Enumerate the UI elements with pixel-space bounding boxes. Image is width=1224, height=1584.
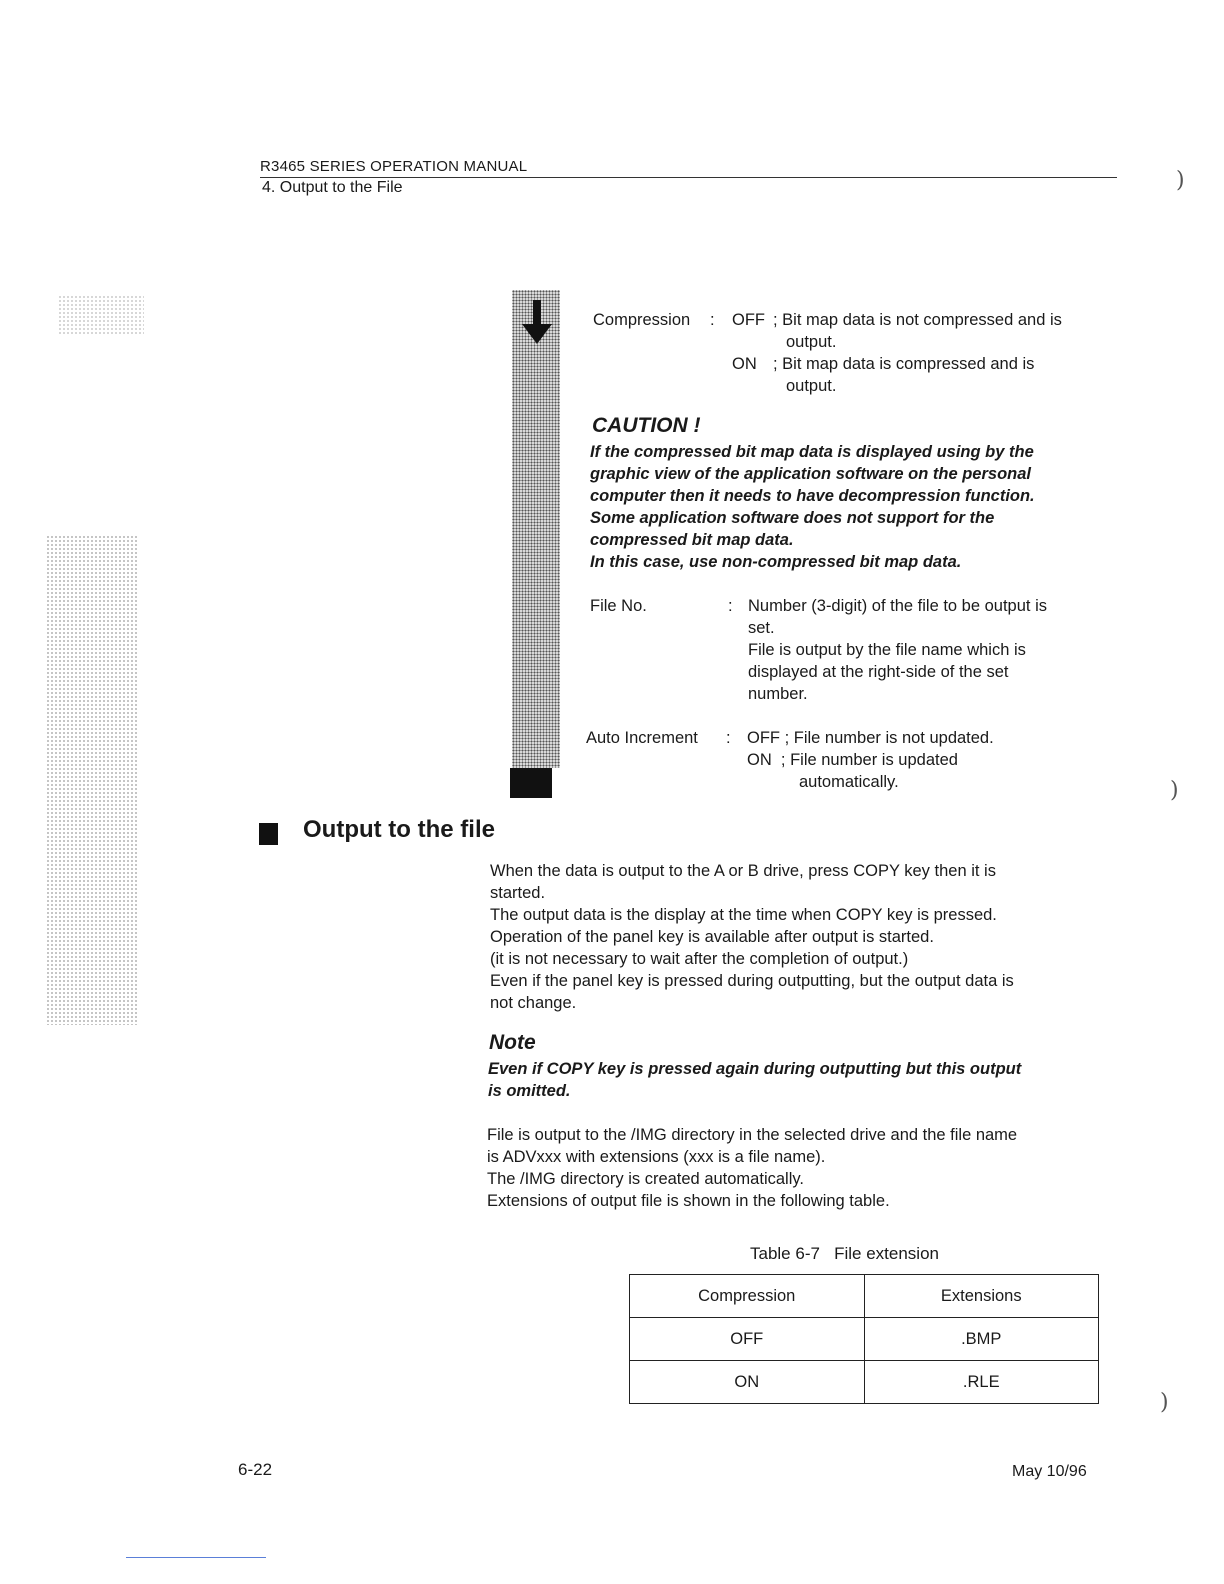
- scan-noise-top: [58, 295, 144, 335]
- caution-body: [590, 441, 1110, 573]
- edge-bracket-bottom: ): [1160, 1390, 1169, 1415]
- para-line: Operation of the panel key is available after output is started.: [490, 928, 934, 946]
- table-header-row: [630, 1275, 1099, 1318]
- continuation-bar: [512, 290, 560, 768]
- file-no-desc: [748, 595, 1118, 705]
- compression-on-key: ON: [732, 355, 757, 373]
- auto-increment-label: Auto Increment: [586, 729, 698, 747]
- para-line: The /IMG directory is created automatically.: [487, 1170, 804, 1188]
- file-no-line: Number (3-digit) of the file to be output is: [748, 597, 1047, 615]
- output-paragraph: [490, 860, 1110, 1014]
- section-bullet-icon: [259, 823, 278, 845]
- para-line: (it is not necessary to wait after the completion of output.): [490, 950, 909, 968]
- table-cell: ON: [630, 1361, 865, 1404]
- bottom-underline: [126, 1557, 266, 1558]
- table-row: [630, 1318, 1099, 1361]
- para-line: When the data is output to the A or B drive, press COPY key then it is: [490, 862, 996, 880]
- scan-noise-left: [46, 535, 138, 1025]
- note-line: Even if COPY key is pressed again during outputting but this output: [488, 1060, 1022, 1078]
- caution-line: graphic view of the application software on the personal: [590, 465, 1031, 483]
- file-no-line: File is output by the file name which is: [748, 641, 1026, 659]
- table-row: [630, 1361, 1099, 1404]
- file-no-line: number.: [748, 685, 808, 703]
- table-caption: Table 6-7 File extension: [750, 1244, 939, 1263]
- para-line: The output data is the display at the time when COPY key is pressed.: [490, 906, 997, 924]
- table-cell: OFF: [630, 1318, 865, 1361]
- table-cell: .RLE: [864, 1361, 1099, 1404]
- compression-on-desc-cont: output.: [786, 377, 837, 395]
- file-name-paragraph: [487, 1124, 1107, 1212]
- continuation-end-block: [510, 768, 552, 798]
- para-line: is ADVxxx with extensions (xxx is a file name).: [487, 1148, 826, 1166]
- note-heading: Note: [489, 1031, 536, 1054]
- caution-line: compressed bit map data.: [590, 531, 794, 549]
- compression-on-desc: ; Bit map data is compressed and is: [773, 355, 1035, 373]
- file-no-line: displayed at the right-side of the set: [748, 663, 1009, 681]
- compression-off-desc-cont: output.: [786, 333, 837, 351]
- page-number: 6-22: [238, 1460, 273, 1479]
- file-no-line: set.: [748, 619, 775, 637]
- auto-increment-on-cont: automatically.: [799, 773, 899, 791]
- para-line: File is output to the /IMG directory in the selected drive and the file name: [487, 1126, 1018, 1144]
- note-line: is omitted.: [488, 1082, 571, 1100]
- caution-line: In this case, use non-compressed bit map data.: [590, 553, 962, 571]
- manual-title: R3465 SERIES OPERATION MANUAL: [260, 158, 528, 175]
- section-title: Output to the file: [303, 816, 495, 843]
- compression-off-desc: ; Bit map data is not compressed and is: [773, 311, 1062, 329]
- caution-line: computer then it needs to have decompression function.: [590, 487, 1035, 505]
- table-cell: .BMP: [864, 1318, 1099, 1361]
- table-header-cell: Compression: [630, 1275, 865, 1318]
- note-body: [488, 1058, 1108, 1102]
- section-header: 4. Output to the File: [262, 179, 403, 196]
- para-line: Even if the panel key is pressed during outputting, but the output data is: [490, 972, 1014, 990]
- revision-date: May 10/96: [1012, 1463, 1087, 1480]
- file-extension-table: [629, 1274, 1099, 1404]
- auto-increment-sep: :: [726, 729, 731, 747]
- down-arrow-icon: [520, 300, 554, 346]
- para-line: started.: [490, 884, 546, 902]
- caution-line: If the compressed bit map data is displayed using by the: [590, 443, 1034, 461]
- compression-label: Compression: [593, 311, 691, 329]
- auto-increment-off: OFF ; File number is not updated.: [747, 729, 994, 747]
- edge-bracket-mid: ): [1170, 778, 1179, 803]
- file-no-sep: :: [728, 597, 733, 615]
- caution-line: Some application software does not support for the: [590, 509, 995, 527]
- compression-off-key: OFF: [732, 311, 765, 329]
- caution-heading: CAUTION !: [592, 414, 701, 437]
- para-line: not change.: [490, 994, 577, 1012]
- compression-sep: :: [710, 311, 715, 329]
- para-line: Extensions of output file is shown in the following table.: [487, 1192, 890, 1210]
- auto-increment-on: ON ; File number is updated: [747, 751, 958, 769]
- header-rule: [260, 177, 1117, 178]
- edge-bracket-top: ): [1176, 168, 1185, 193]
- file-no-label: File No.: [590, 597, 647, 615]
- table-header-cell: Extensions: [864, 1275, 1099, 1318]
